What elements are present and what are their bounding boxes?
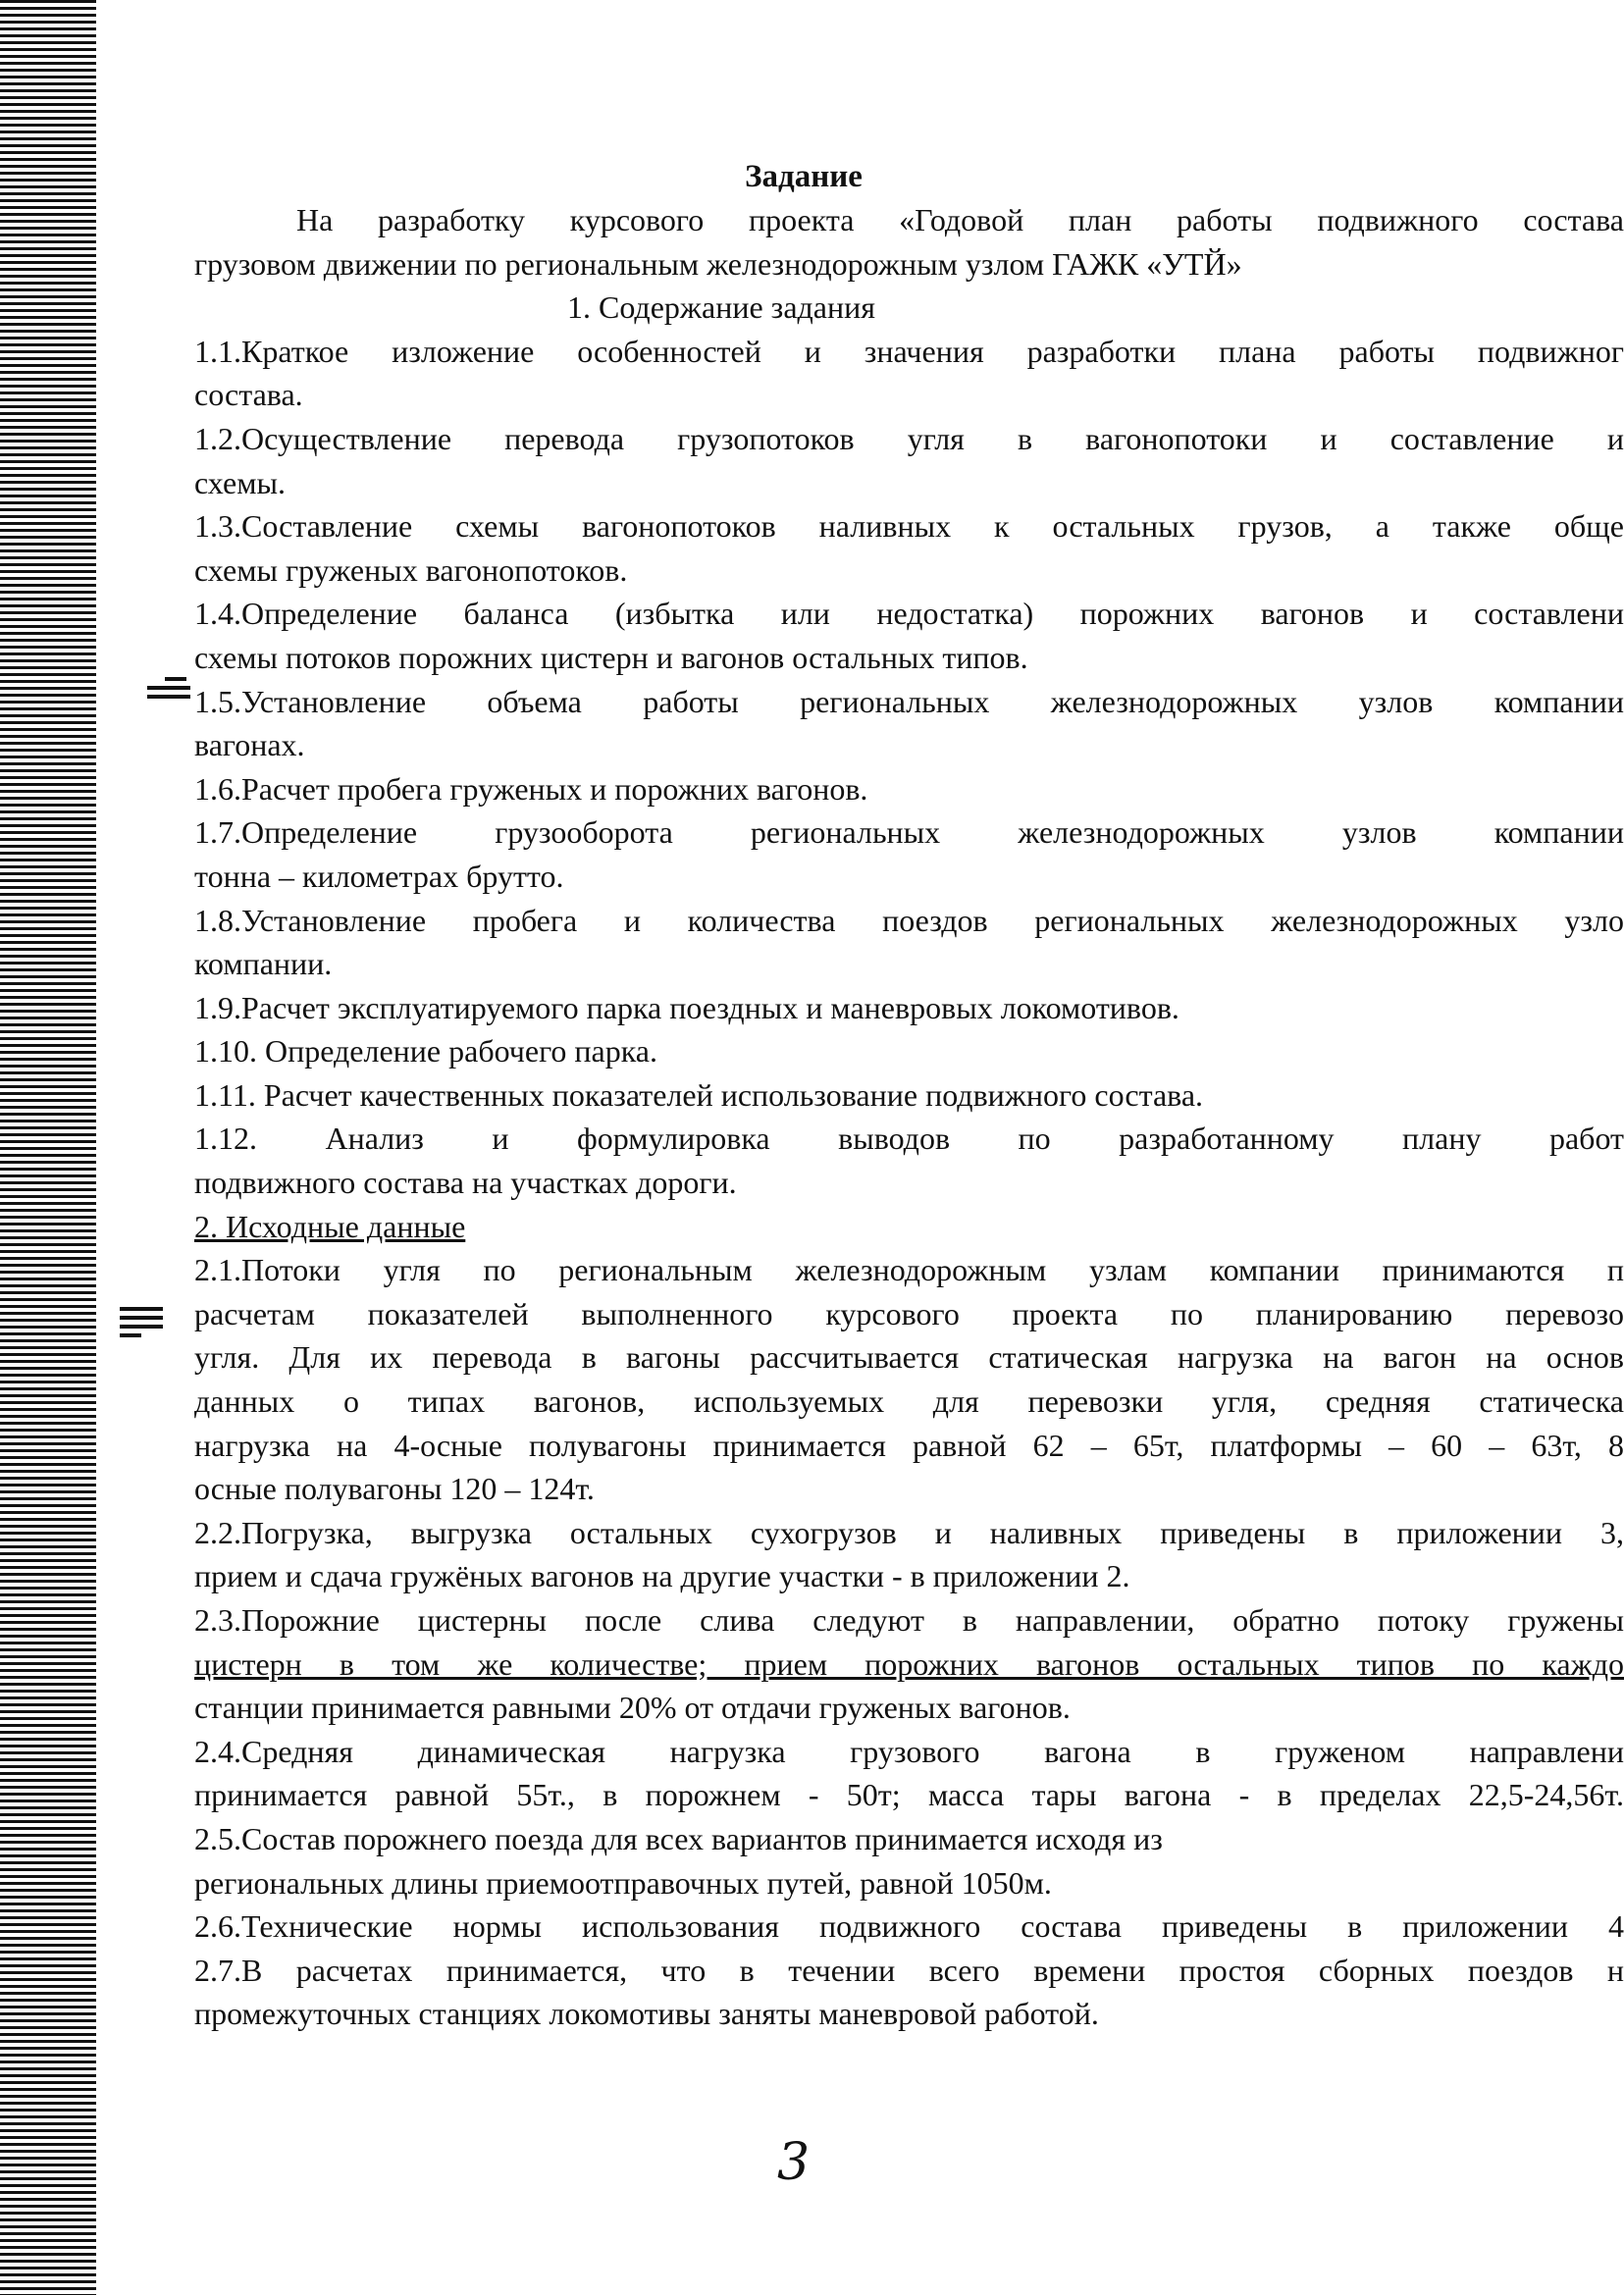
text-line-item-1-7a: 1.7.Определение грузооборота региональных железнодорожных узлов компании	[194, 814, 1624, 851]
text-line-item-1-10: 1.10. Определение рабочего парка.	[194, 1033, 657, 1069]
text-line-item-1-11: 1.11. Расчет качественных показателей использование подвижного состава.	[194, 1076, 1204, 1113]
text-line-item-2-6: 2.6.Технические нормы использования подвижного состава приведены в приложении 4	[194, 1908, 1624, 1945]
binding-edge	[96, 0, 99, 2295]
text-line-item-2-5a: 2.5.Состав порожнего поезда для всех вариантов принимается исходя из	[194, 1820, 1163, 1856]
text-line-item-1-8b: компании.	[194, 946, 333, 982]
text-line-section-2: 2. Исходные данные	[194, 1208, 466, 1244]
text-line-item-1-3b: схемы груженых вагонопотоков.	[194, 551, 628, 588]
text-line-item-2-1e: нагрузка на 4-осные полувагоны принимается равной 62 – 65т, платформы – 60 – 63т, 8	[194, 1427, 1624, 1463]
text-line-section-1: 1. Содержание задания	[567, 289, 875, 326]
text-line-item-1-5a: 1.5.Установление объема работы региональных железнодорожных узлов компании	[194, 683, 1624, 719]
text-line-intro-1: На разработку курсового проекта «Годовой план работы подвижного состава	[296, 202, 1624, 237]
binding-strip	[0, 0, 96, 2295]
text-line-item-1-5b: вагонах.	[194, 727, 305, 763]
text-line-item-2-1c: угля. Для их перевода в вагоны рассчитывается статическая нагрузка на вагон на основ	[194, 1339, 1624, 1376]
text-line-item-2-1f: осные полувагоны 120 – 124т.	[194, 1471, 595, 1507]
document-page	[194, 155, 1624, 2036]
page-number: 3	[777, 2133, 811, 2192]
text-line-item-2-1d: данных о типах вагонов, используемых для перевозки угля, средняя статическа	[194, 1383, 1624, 1420]
text-line-item-1-12b: подвижного состава на участках дороги.	[194, 1165, 737, 1201]
margin-mark-upper	[147, 677, 190, 704]
document-title: Задание	[745, 159, 863, 194]
text-line-item-1-2a: 1.2.Осуществление перевода грузопотоков угля в вагонопотоки и составление и	[194, 420, 1624, 456]
text-line-item-1-4a: 1.4.Определение баланса (избытка или недостатка) порожних вагонов и составлени	[194, 596, 1624, 632]
margin-mark-lower	[120, 1307, 163, 1342]
text-line-item-1-6: 1.6.Расчет пробега груженых и порожних вагонов.	[194, 770, 868, 807]
text-line-item-2-5b: региональных длины приемоотправочных путей, равной 1050м.	[194, 1864, 1052, 1901]
text-line-intro-2: грузовом движении по региональным железнодорожным узлом ГАЖК «УТЙ»	[194, 245, 1242, 282]
text-line-item-1-4b: схемы потоков порожних цистерн и вагонов остальных типов.	[194, 639, 1028, 675]
text-line-item-1-3a: 1.3.Составление схемы вагонопотоков наливных к остальных грузов, а также обще	[194, 508, 1624, 545]
text-line-item-1-2b: схемы.	[194, 464, 286, 500]
text-line-item-2-3a: 2.3.Порожние цистерны после слива следуют в направлении, обратно потоку гружены	[194, 1602, 1624, 1638]
text-line-item-1-8a: 1.8.Установление пробега и количества поездов региональных железнодорожных узло	[194, 902, 1624, 938]
text-line-item-2-2b: прием и сдача гружёных вагонов на другие участки - в приложении 2.	[194, 1558, 1130, 1594]
text-line-item-2-7b: промежуточных станциях локомотивы заняты маневровой работой.	[194, 1996, 1099, 2032]
text-line-item-2-3b: цистерн в том же количестве; прием порожних вагонов остальных типов по каждо	[194, 1645, 1624, 1682]
text-line-item-2-1a: 2.1.Потоки угля по региональным железнодорожным узлам компании принимаются п	[194, 1252, 1624, 1288]
text-line-item-1-7b: тонна – километрах брутто.	[194, 858, 564, 894]
text-line-item-1-1a: 1.1.Краткое изложение особенностей и значения разработки плана работы подвижног	[194, 333, 1624, 369]
text-line-item-1-1b: состава.	[194, 377, 303, 413]
text-line-item-2-1b: расчетам показателей выполненного курсового проекта по планированию перевозо	[194, 1295, 1624, 1331]
text-line-item-2-3c: станции принимается равными 20% от отдачи груженых вагонов.	[194, 1690, 1071, 1726]
text-line-item-2-7a: 2.7.В расчетах принимается, что в течении всего времени простоя сборных поездов н	[194, 1952, 1624, 1988]
text-line-item-2-2a: 2.2.Погрузка, выгрузка остальных сухогрузов и наливных приведены в приложении 3,	[194, 1514, 1624, 1550]
text-line-item-2-4a: 2.4.Средняя динамическая нагрузка грузового вагона в груженом направлени	[194, 1733, 1624, 1769]
text-line-item-2-4b: принимается равной 55т., в порожнем - 50т; масса тары вагона - в пределах 22,5-24,56т.	[194, 1777, 1624, 1813]
text-line-item-1-9: 1.9.Расчет эксплуатируемого парка поездных и маневровых локомотивов.	[194, 989, 1179, 1025]
text-line-item-1-12a: 1.12. Анализ и формулировка выводов по разработанному плану работ	[194, 1121, 1624, 1157]
document-body	[194, 198, 1624, 2036]
